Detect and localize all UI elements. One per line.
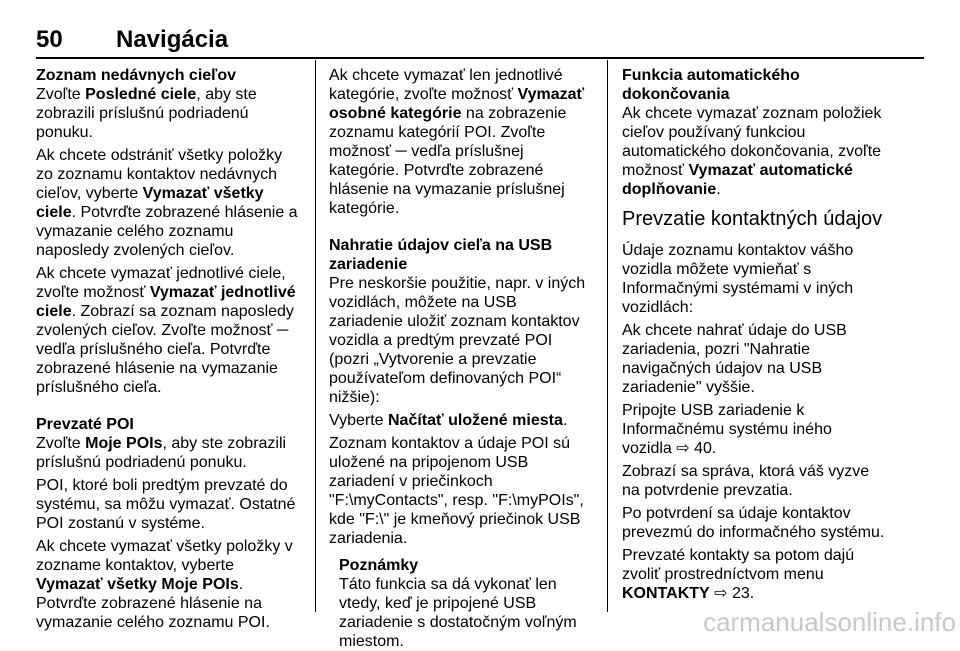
heading-contact-transfer: Prevzatie kontaktných údajov [622,208,883,230]
heading-upload-usb: Nahratie údajov cieľa na USB zariadenie [329,237,553,273]
column-divider [315,60,316,612]
section-title: Navigácia [116,26,229,53]
paragraph: Zvoľte Posledné ciele, aby ste zobrazili príslušnú podriadenú ponuku. [36,86,257,141]
heading-downloaded-poi: Prevzaté POI [36,416,134,433]
header-rule [36,57,924,59]
page-number: 50 [36,26,63,53]
note-box [339,556,593,651]
paragraph: Vyberte Načítať uložené miesta. [329,412,568,429]
paragraph: Prevzaté kontakty sa potom dajú zvoliť prostredníctvom menu KONTAKTY ⇨ 23. [622,547,855,602]
paragraph: Zoznam kontaktov a údaje POI sú uložené na pripojenom USB zariadení v priečinkoch "F:\myContacts", resp. "F:\myPOIs", kde "F:\" je kmeňový priečinok USB zariadenia. [329,435,584,547]
paragraph: Pre neskoršie použitie, napr. v iných vozidlách, môžete na USB zariadenie uložiť zoznam kontaktov vozidla a predtým prevzaté POI (pozri „Vytvorenie a prevzatie používateľom definovaných POI“ nižšie): [329,275,586,406]
paragraph: POI, ktoré boli predtým prevzaté do systému, sa môžu vymazať. Ostatné POI zostanú v systéme. [36,477,296,532]
column-1 [36,66,300,636]
paragraph: Ak chcete nahrať údaje do USB zariadenia, pozri "Nahratie navigačných údajov na USB zariadenie" vyššie. [622,322,847,396]
paragraph: Údaje zoznamu kontaktov vášho vozidla môžete vymieňať s Informačnými systémami v iných vozidlách: [622,242,854,316]
paragraph: Ak chcete vymazať všetky položky v zozname kontaktov, vyberte Vymazať všetky Moje POIs. Potvrďte zobrazené hlásenie na vymazanie celého zoznamu POI. [36,538,293,631]
heading-recent-destinations: Zoznam nedávnych cieľov [36,67,236,84]
paragraph: Po potvrdení sa údaje kontaktov prevezmú do informačného systému. [622,505,885,541]
page-header [36,26,924,56]
paragraph: Zvoľte Moje POIs, aby ste zobrazili príslušnú podriadenú ponuku. [36,435,287,471]
column-2 [329,66,593,651]
note-text: Táto funkcia sa dá vykonať len vtedy, keď je pripojené USB zariadenie s dostatočným voľným miestom. [339,576,577,650]
paragraph: Ak chcete odstrániť všetky položky zo zoznamu kontaktov nedávnych cieľov, vyberte Vymazať všetky ciele. Potvrďte zobrazené hlásenie a vymazanie celého zoznamu naposledy zvolených cieľov. [36,147,298,259]
column-divider [607,60,608,612]
paragraph: Ak chcete vymazať jednotlivé ciele, zvoľte možnosť Vymazať jednotlivé ciele. Zobrazí sa zoznam naposledy zvolených cieľov. Zvoľte možnosť ─ vedľa príslušného cieľa. Potvrďte zobrazené hlásenie na vymazanie príslušného cieľa. [36,265,296,396]
paragraph: Pripojte USB zariadenie k Informačnému systému iného vozidla ⇨ 40. [622,402,832,457]
paragraph: Ak chcete vymazať len jednotlivé kategórie, zvoľte možnosť Vymazať osobné kategórie na zobrazenie zoznamu kategórií POI. Zvoľte možnosť ─ vedľa príslušnej kategórie. Potvrďte zobrazené hlásenie na vymazanie príslušnej kategórie. [329,67,585,217]
heading-autocomplete: Funkcia automatického dokončovania [622,67,800,103]
paragraph: Zobrazí sa správa, ktorá váš vyzve na potvrdenie prevzatia. [622,463,870,499]
column-3 [622,66,886,607]
note-title: Poznámky [339,557,419,574]
watermark: carmanualsonline.info [703,607,956,637]
paragraph: Ak chcete vymazať zoznam položiek cieľov používaný funkciou automatického dokončovania, zvoľte možnosť Vymazať automatické doplňovanie. [622,105,882,198]
